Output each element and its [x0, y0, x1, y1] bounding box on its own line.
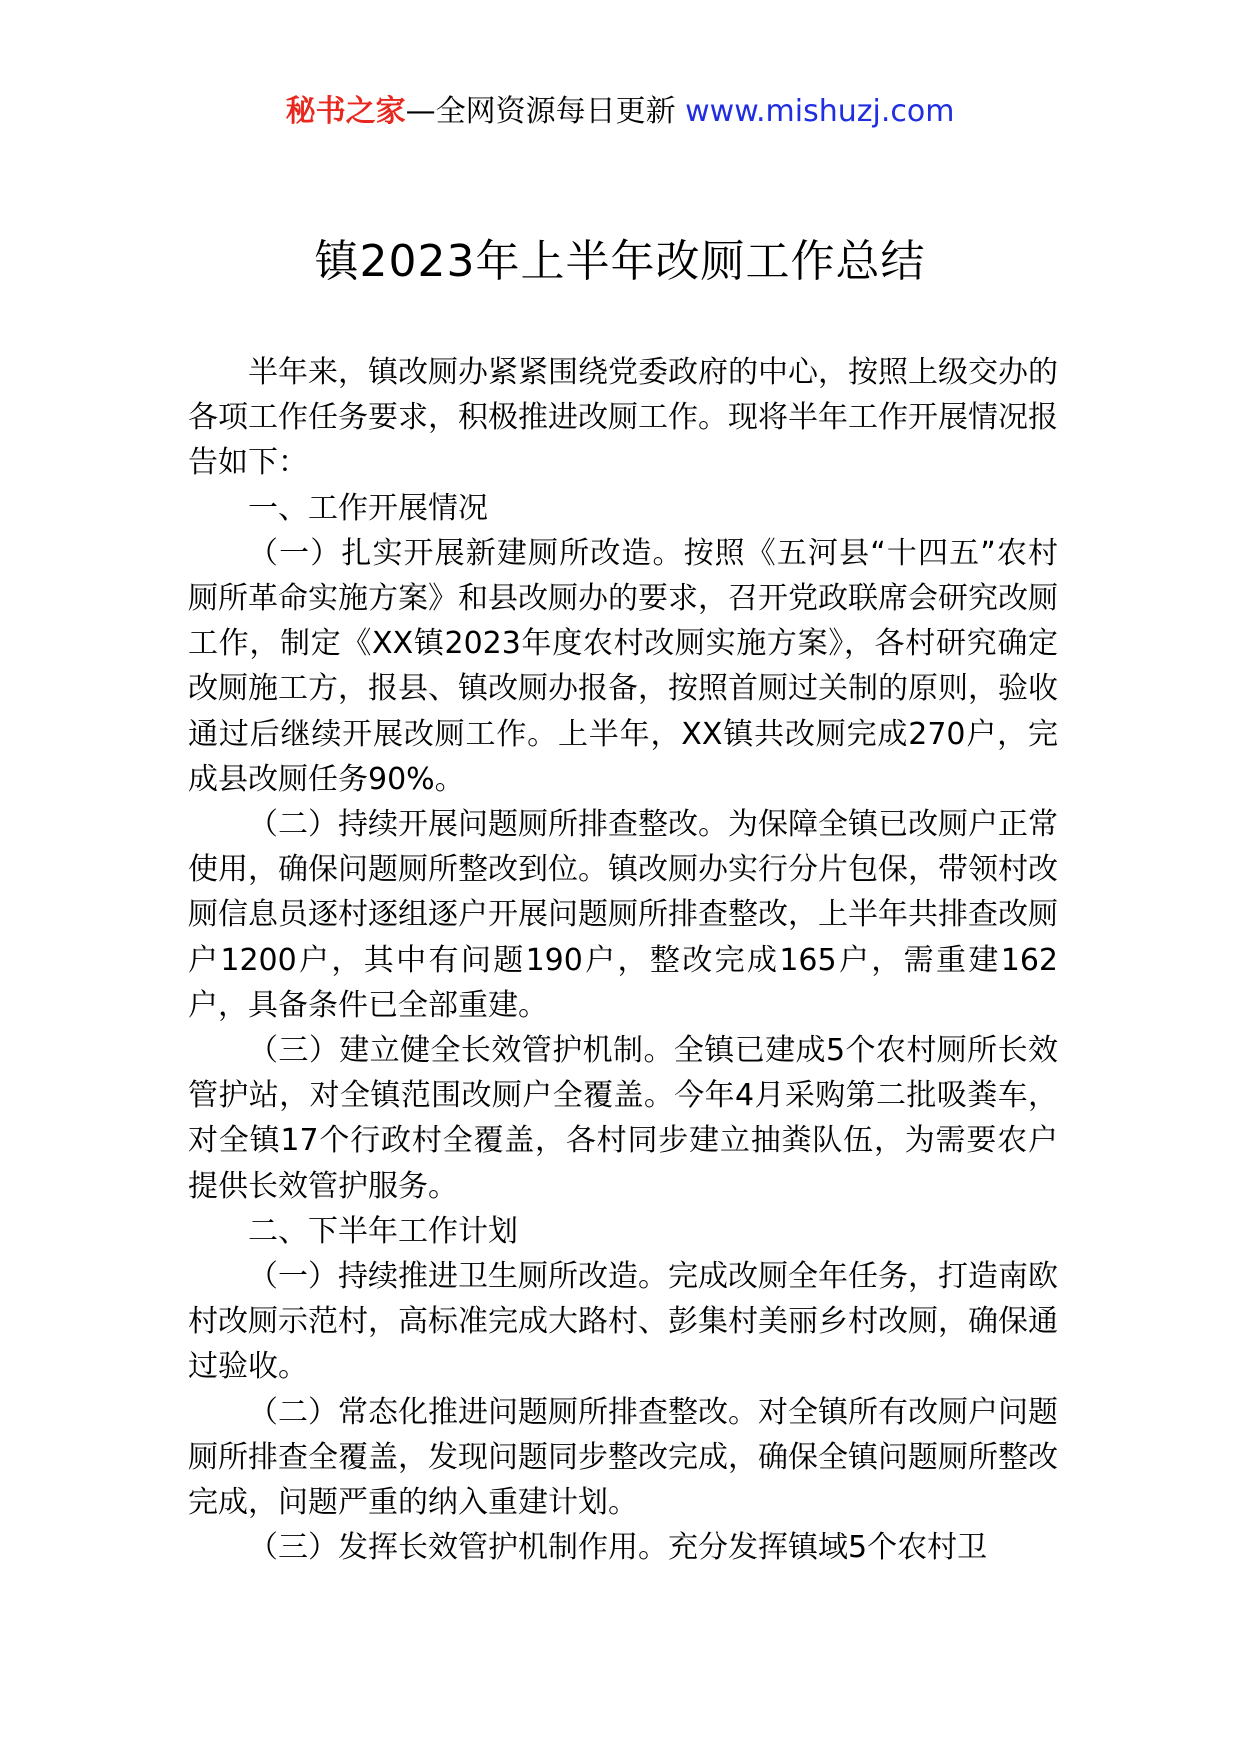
section-heading-1: 一、工作开展情况: [248, 490, 488, 526]
section2-paragraph-1: （一）持续推进卫生厕所改造。完成改厕全年任务，打造南欧村改厕示范村，高标准完成大路村、彭集村美丽乡村改厕，确保通过验收。: [188, 1259, 1058, 1385]
section2-paragraph-2: （二）常态化推进问题厕所排查整改。对全镇所有改厕户问题厕所排查全覆盖，发现问题同步整改完成，确保全镇问题厕所整改完成，问题严重的纳入重建计划。: [188, 1394, 1058, 1521]
document-body: [188, 350, 1058, 1570]
section1-paragraph-1: （一）扎实开展新建厕所改造。按照《五河县“十四五”农村厕所革命实施方案》和县改厕办的要求，召开党政联席会研究改厕工作，制定《XX镇2023年度农村改厕实施方案》，各村研究确定改厕施工方，报县、镇改厕办报备，按照首厕过关制的原则，验收通过后继续开展改厕工作。上半年，XX镇共改厕完成270户，完成县改厕任务90%。: [188, 535, 1058, 797]
document-title: 镇2023年上半年改厕工作总结: [314, 236, 926, 287]
section1-paragraph-2: （二）持续开展问题厕所排查整改。为保障全镇已改厕户正常使用，确保问题厕所整改到位。镇改厕办实行分片包保，带领村改厕信息员逐村逐组逐户开展问题厕所排查整改，上半年共排查改厕户1200户，其中有问题190户，整改完成165户，需重建162户，具备条件已全部重建。: [188, 807, 1058, 1023]
site-brand: 秘书之家: [285, 94, 406, 129]
section1-paragraph-3: （三）建立健全长效管护机制。全镇已建成5个农村厕所长效管护站，对全镇范围改厕户全覆盖。今年4月采购第二批吸粪车，对全镇17个行政村全覆盖，各村同步建立抽粪队伍，为需要农户提供长效管护服务。: [188, 1033, 1058, 1204]
site-slogan: —全网资源每日更新: [405, 94, 686, 129]
section-heading-2: 二、下半年工作计划: [248, 1213, 518, 1249]
site-header: [0, 92, 1240, 132]
section2-paragraph-3: （三）发挥长效管护机制作用。充分发挥镇域5个农村卫: [248, 1530, 988, 1566]
site-url-link[interactable]: www.mishuzj.com: [685, 94, 955, 129]
intro-paragraph: 半年来，镇改厕办紧紧围绕党委政府的中心，按照上级交办的各项工作任务要求，积极推进改厕工作。现将半年工作开展情况报告如下：: [188, 355, 1058, 481]
